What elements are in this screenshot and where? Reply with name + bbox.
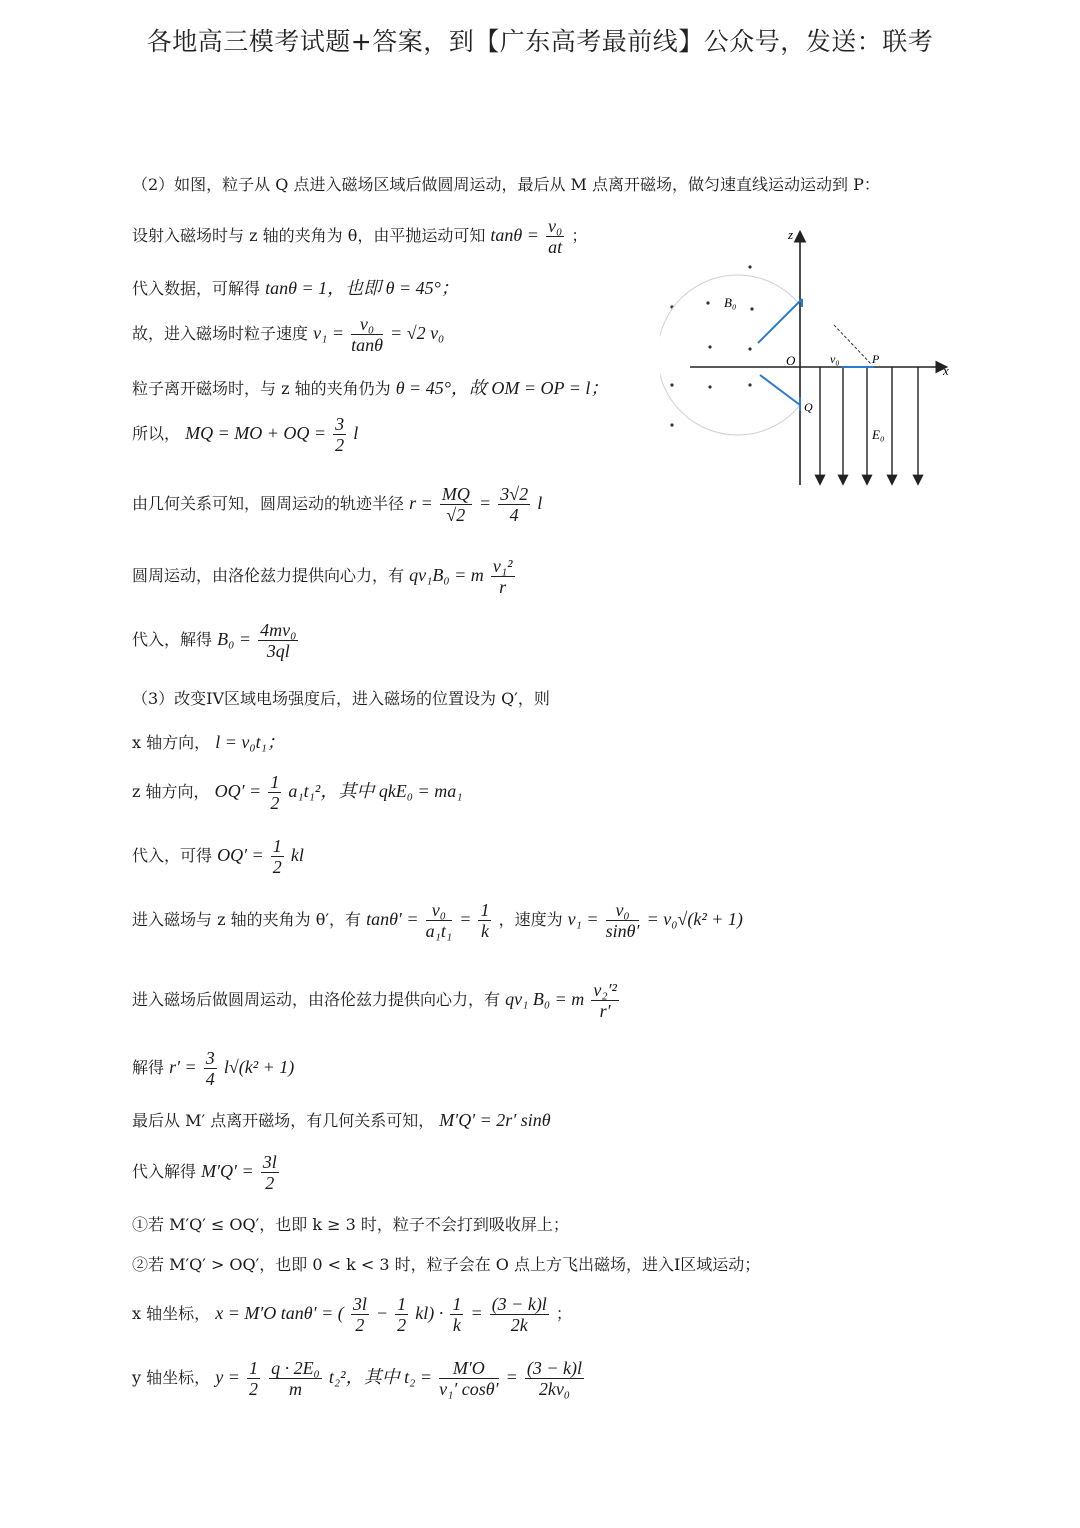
text-line-21: x 轴坐标， x = M′O tanθ′ = ( $\frac{3l}{2}$ − $\frac{1}{2}$ kl) · $\frac{1}{k}$ = $\frac{(3 - k)l}{2k}$ ； xyxy=(132,1294,572,1335)
fraction: $\frac{\text{v₀}}{at}$ xyxy=(548,216,563,257)
text-line-16: 解得 r′ = $\frac{3}{4}$ l√(k² + 1) xyxy=(132,1048,295,1089)
fraction: $\frac{3}{4}$ xyxy=(205,1048,215,1089)
text-line-9: 代入，解得 B₀ = $\frac{\text{4mv₀}}{3ql}$ xyxy=(132,620,297,661)
z-label: z xyxy=(788,227,794,242)
fraction: $\frac{(3 - k)l}{2k}$ xyxy=(491,1294,547,1335)
x-label: x xyxy=(943,363,949,378)
fraction: $\frac{1}{2}$ xyxy=(272,836,282,877)
field-diagram xyxy=(660,225,960,490)
blue-trajectory xyxy=(758,299,874,411)
text-line-22: y 轴坐标， y = $\frac{1}{2}$ $\frac{\text{q · 2E₀}}{m}$ t₂²，其中 t₂ = $\frac{M'O}{\text{v₁′ cosθ′}}$ = $\frac{(3 - k)l}{\text{2kv₀}}$ xyxy=(132,1358,583,1399)
electric-field-lines xyxy=(820,367,918,483)
text-line-15: 进入磁场后做圆周运动，由洛伦兹力提供向心力，有 qv₁ B₀ = m $\frac{\text{v₂′²}}{r'}$ xyxy=(132,980,617,1021)
equation: tanθ = xyxy=(490,225,539,245)
text-line-2 xyxy=(132,216,587,257)
text-line-10: （3）改变IV区域电场强度后，进入磁场的位置设为 Q′，则 xyxy=(132,689,550,708)
equation: tanθ = 1，也即 θ = 45°； xyxy=(265,278,459,298)
fraction: $\frac{3}{2}$ xyxy=(335,414,345,455)
text-line-3: 代入数据，可解得 tanθ = 1，也即 θ = 45°； xyxy=(132,278,459,298)
text: 设射入磁场时与 z 轴的夹角为 θ，由平抛运动可知 xyxy=(132,226,486,245)
q-label: Q xyxy=(804,400,813,414)
text: ； xyxy=(571,226,588,245)
fraction: $\frac{\text{v₁²}}{r}$ xyxy=(492,556,513,597)
fraction: $\frac{\text{q · 2E₀}}{m}$ xyxy=(271,1358,320,1399)
fraction: $\frac{3l}{2}$ xyxy=(352,1294,367,1335)
text-line-7: 由几何关系可知，圆周运动的轨迹半径 r = $\frac{MQ}{√2}$ = $\frac{3√2}{4}$ l xyxy=(132,484,543,525)
fraction: $\frac{M'O}{\text{v₁′ cosθ′}}$ xyxy=(439,1358,499,1399)
fraction: $\frac{\text{4mv₀}}{3ql}$ xyxy=(260,620,297,661)
text-line-11: x 轴方向， l = v₀t₁； xyxy=(132,732,285,752)
fraction: $\frac{\text{v₀}}{\tan\theta}$ xyxy=(351,314,383,355)
text-line-17: 最后从 M′ 点离开磁场，有几何关系可知， M′Q′ = 2r′ sinθ xyxy=(132,1110,551,1130)
e-label: E₀ xyxy=(872,427,885,442)
b-label: B₀ xyxy=(724,295,737,310)
fraction: $\frac{\text{v₀}}{\sin\theta'}$ xyxy=(605,900,640,941)
text-line-8: 圆周运动，由洛伦兹力提供向心力，有 qv₁B₀ = m $\frac{\text{v₁²}}{r}$ xyxy=(132,556,513,597)
fraction: $\frac{MQ}{√2}$ xyxy=(441,484,470,525)
text-line-6: 所以， MQ = MO + OQ = $\frac{3}{2}$ l xyxy=(132,414,359,455)
top-banner: 各地高三模考试题+答案，到【广东高考最前线】公众号，发送：联考 xyxy=(146,27,934,56)
fraction: $\frac{1}{2}$ xyxy=(397,1294,407,1335)
o-label: O xyxy=(786,353,796,368)
fraction: $\frac{(3 - k)l}{\text{2kv₀}}$ xyxy=(526,1358,583,1399)
fraction: $\frac{\text{v₂′²}}{r'}$ xyxy=(593,980,617,1021)
fraction: $\frac{1}{k}$ xyxy=(480,900,490,941)
fraction: $\frac{1}{2}$ xyxy=(248,1358,258,1399)
fraction: $\frac{\text{v₀}}{\text{a₁t₁}}$ xyxy=(425,900,453,941)
text-line-20: ②若 M′Q′ > OQ′，也即 0 < k < 3 时，粒子会在 O 点上方飞出磁场，进入I区域运动； xyxy=(132,1255,761,1274)
text-line-12: z 轴方向， OQ′ = $\frac{1}{2}$ a₁t₁²，其中 qkE₀ = ma₁ xyxy=(132,772,463,813)
fraction: $\frac{3l}{2}$ xyxy=(262,1152,277,1193)
text-line-4: 故，进入磁场时粒子速度 v₁ = $\frac{\text{v₀}}{\tan\theta}$ = √2 v₀ xyxy=(132,314,445,355)
text-line-19: ①若 M′Q′ ≤ OQ′，也即 k ≥ 3 时，粒子不会打到吸收屏上； xyxy=(132,1215,569,1234)
text-line-18: 代入解得 M′Q′ = $\frac{3l}{2}$ xyxy=(132,1152,277,1193)
text-line-5: 粒子离开磁场时，与 z 轴的夹角仍为 θ = 45°，故 OM = OP = l； xyxy=(132,378,609,398)
text-line-13: 代入，可得 OQ′ = $\frac{1}{2}$ kl xyxy=(132,836,304,877)
p-label: P xyxy=(872,352,880,366)
fraction: $\frac{1}{k}$ xyxy=(452,1294,462,1335)
fraction: $\frac{1}{2}$ xyxy=(270,772,280,813)
magnetic-field-dots xyxy=(670,265,753,426)
fraction: $\frac{3√2}{4}$ xyxy=(500,484,529,525)
text-line-14: 进入磁场与 z 轴的夹角为 θ′，有 tanθ′ = $\frac{\text{v₀}}{\text{a₁t₁}}$ = $\frac{1}{k}$ ，速度为 v₁ = $\frac{\text{v₀}}{\sin\theta'}$ = v₀√(k² + 1) xyxy=(132,900,743,941)
text-line-1: （2）如图，粒子从 Q 点进入磁场区域后做圆周运动，最后从 M 点离开磁场，做匀速直线运动运动到 P： xyxy=(132,175,880,194)
dashed-line xyxy=(834,325,872,365)
v-label: v₀ xyxy=(830,352,840,366)
